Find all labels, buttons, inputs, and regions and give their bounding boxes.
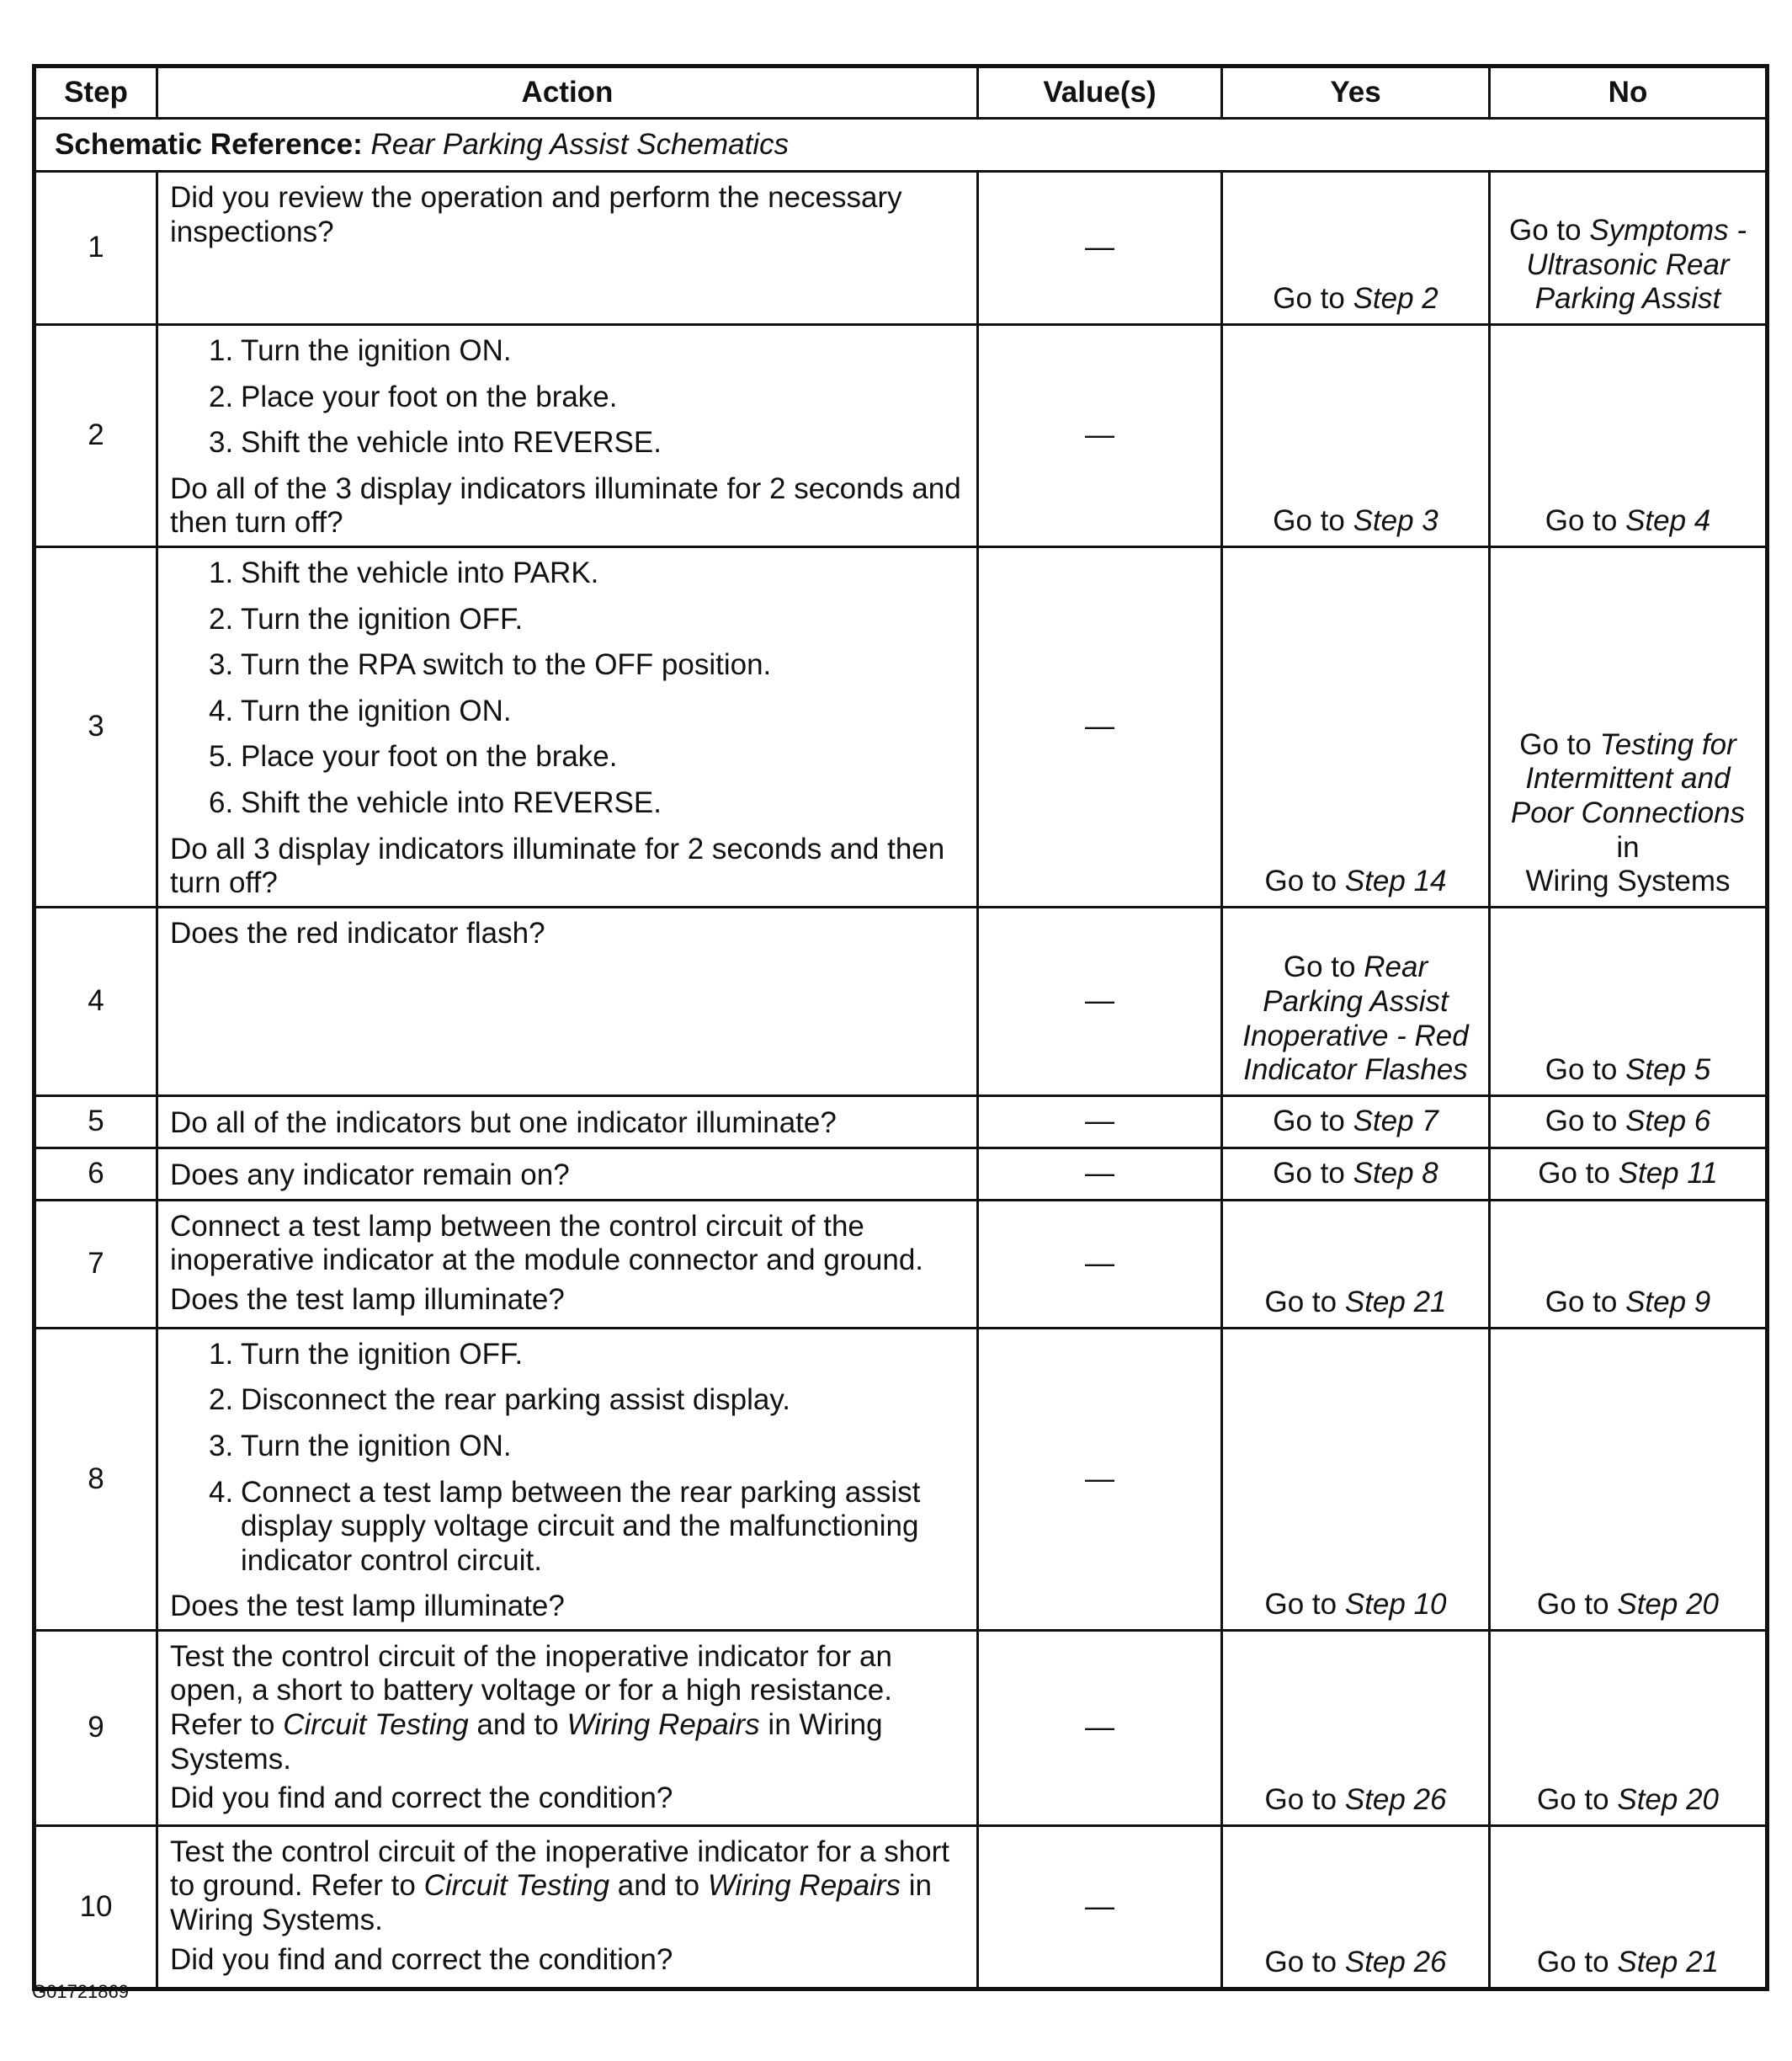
action-instruction: Test the control circuit of the inoperative indicator for an open, a short to battery voltage or for a high resistance. Refer to Circuit Testing and to Wiring Repairs in Wiring Systems.: [170, 1639, 892, 1776]
action-question: Did you find and correct the condition?: [170, 1781, 673, 1815]
step-number: 4: [35, 907, 157, 1095]
yes-link[interactable]: Step 26: [1344, 1946, 1447, 1979]
action-step: 2. Disconnect the rear parking assist display.: [209, 1383, 790, 1417]
yes-link[interactable]: Step 10: [1344, 1588, 1447, 1622]
action-step: 3. Turn the ignition ON.: [209, 1429, 512, 1462]
action-cell: [157, 325, 978, 547]
value-cell: —: [978, 325, 1222, 547]
no-link[interactable]: Step 5: [1625, 1053, 1711, 1087]
value-cell: —: [978, 1200, 1222, 1328]
table-row: [35, 1200, 1768, 1328]
no-cell: Go to Testing for Intermittent and Poor Connections in Wiring Systems: [1490, 546, 1768, 907]
header-step: Step: [35, 67, 157, 119]
action-steps: [170, 557, 965, 821]
action-step: 1. Shift the vehicle into PARK.: [209, 556, 599, 589]
no-link[interactable]: Step 21: [1617, 1946, 1719, 1979]
table-row: [35, 172, 1768, 325]
no-cell: Go to Step 6: [1490, 1095, 1768, 1148]
yes-cell: Go to Step 7: [1222, 1095, 1490, 1148]
step-number: 3: [35, 546, 157, 907]
action-steps: [170, 1338, 965, 1579]
step-number: 9: [35, 1630, 157, 1825]
action-instruction: Test the control circuit of the inoperative indicator for a short to ground. Refer to Circuit Testing and to Wiring Repairs in Wiring Systems.: [170, 1835, 950, 1937]
step-number: 1: [35, 172, 157, 325]
action-cell: [157, 1328, 978, 1630]
action-question: Does the test lamp illuminate?: [170, 1282, 565, 1316]
action-cell: [157, 1095, 978, 1148]
table-row: [35, 1630, 1768, 1825]
value-cell: —: [978, 546, 1222, 907]
action-step: 6. Shift the vehicle into REVERSE.: [209, 786, 662, 819]
no-cell: Go to Step 20: [1490, 1630, 1768, 1825]
header-values: Value(s): [978, 67, 1222, 119]
header-yes: Yes: [1222, 67, 1490, 119]
yes-cell: Go to Step 21: [1222, 1200, 1490, 1328]
action-question: Does the red indicator flash?: [170, 916, 545, 950]
yes-link[interactable]: Step 7: [1353, 1104, 1438, 1137]
yes-link[interactable]: Step 14: [1344, 865, 1447, 898]
yes-link[interactable]: Step 3: [1353, 504, 1438, 538]
value-cell: —: [978, 907, 1222, 1095]
schematic-link[interactable]: Rear Parking Assist Schematics: [370, 127, 790, 161]
schematic-reference-row: [35, 119, 1768, 172]
no-link[interactable]: Symptoms - Ultrasonic Rear Parking Assist: [1526, 214, 1747, 316]
no-cell: Go to Step 9: [1490, 1200, 1768, 1328]
step-number: 8: [35, 1328, 157, 1630]
value-cell: —: [978, 1328, 1222, 1630]
action-step: 3. Shift the vehicle into REVERSE.: [209, 426, 662, 460]
no-cell: Go to Step 11: [1490, 1148, 1768, 1200]
action-cell: [157, 172, 978, 325]
table-row: [35, 546, 1768, 907]
action-step: 1. Turn the ignition OFF.: [209, 1337, 524, 1371]
action-question: Do all of the indicators but one indicator illuminate?: [170, 1105, 837, 1139]
no-link[interactable]: Testing for Intermittent and Poor Connections: [1510, 727, 1746, 829]
figure-id: G01721869: [32, 1981, 129, 2002]
action-step: 5. Place your foot on the brake.: [209, 740, 618, 774]
value-cell: —: [978, 1825, 1222, 1989]
table-row: [35, 325, 1768, 547]
yes-cell: Go to Step 14: [1222, 546, 1490, 907]
yes-cell: Go to Step 26: [1222, 1825, 1490, 1989]
table-row: [35, 1825, 1768, 1989]
action-step: 1. Turn the ignition ON.: [209, 334, 512, 367]
value-cell: —: [978, 1630, 1222, 1825]
wiring-repairs-link[interactable]: Wiring Repairs: [566, 1708, 760, 1742]
yes-link[interactable]: Step 26: [1344, 1783, 1447, 1817]
step-number: 10: [35, 1825, 157, 1989]
action-cell: [157, 907, 978, 1095]
yes-cell: Go to Step 3: [1222, 325, 1490, 547]
no-cell: Go to Step 21: [1490, 1825, 1768, 1989]
no-link[interactable]: Step 6: [1625, 1104, 1711, 1137]
no-cell: Go to Step 20: [1490, 1328, 1768, 1630]
value-cell: —: [978, 172, 1222, 325]
action-question: Did you find and correct the condition?: [170, 1942, 673, 1976]
action-step: 4. Turn the ignition ON.: [209, 694, 512, 727]
circuit-testing-link[interactable]: Circuit Testing: [283, 1708, 469, 1742]
no-link[interactable]: Step 20: [1617, 1588, 1719, 1622]
wiring-repairs-link[interactable]: Wiring Repairs: [707, 1869, 901, 1903]
step-number: 2: [35, 325, 157, 547]
yes-link[interactable]: Step 8: [1353, 1156, 1438, 1190]
action-cell: [157, 1148, 978, 1200]
yes-cell: Go to Step 8: [1222, 1148, 1490, 1200]
action-step: 2. Turn the ignition OFF.: [209, 602, 524, 636]
no-link[interactable]: Step 20: [1617, 1783, 1719, 1817]
no-link[interactable]: Step 4: [1625, 504, 1711, 538]
action-cell: [157, 1200, 978, 1328]
action-cell: [157, 1825, 978, 1989]
header-row: [35, 67, 1768, 119]
table-row: [35, 1328, 1768, 1630]
value-cell: —: [978, 1148, 1222, 1200]
header-no: No: [1490, 67, 1768, 119]
schematic-label: Schematic Reference:: [55, 127, 363, 161]
action-step: 4. Connect a test lamp between the rear parking assist display supply voltage circuit and the malfunctioning indicator control circuit.: [209, 1475, 921, 1577]
yes-link[interactable]: Step 2: [1353, 282, 1438, 316]
yes-cell: Go to Step 26: [1222, 1630, 1490, 1825]
action-question: Do all of the 3 display indicators illuminate for 2 seconds and then turn off?: [170, 471, 961, 540]
action-step: 3. Turn the RPA switch to the OFF position.: [209, 648, 772, 682]
action-question: Did you review the operation and perform the necessary inspections?: [170, 181, 902, 248]
no-cell: Go to Step 4: [1490, 325, 1768, 547]
table-row: [35, 1095, 1768, 1148]
step-number: 6: [35, 1148, 157, 1200]
no-cell: Go to Symptoms - Ultrasonic Rear Parking Assist: [1490, 172, 1768, 325]
action-cell: [157, 546, 978, 907]
no-link[interactable]: Step 11: [1618, 1156, 1718, 1190]
step-number: 7: [35, 1200, 157, 1328]
yes-link[interactable]: Rear Parking Assist Inoperative - Red Indicator Flashes: [1242, 951, 1469, 1087]
action-question: Does any indicator remain on?: [170, 1158, 570, 1191]
action-question: Does the test lamp illuminate?: [170, 1590, 565, 1623]
action-cell: [157, 1630, 978, 1825]
yes-cell: Go to Rear Parking Assist Inoperative - Red Indicator Flashes: [1222, 907, 1490, 1095]
table-row: [35, 907, 1768, 1095]
step-number: 5: [35, 1095, 157, 1148]
action-step: 2. Place your foot on the brake.: [209, 380, 618, 413]
action-steps: [170, 334, 965, 461]
no-cell: Go to Step 5: [1490, 907, 1768, 1095]
action-instruction: Connect a test lamp between the control circuit of the inoperative indicator at the module connector and ground.: [170, 1209, 924, 1277]
yes-cell: Go to Step 10: [1222, 1328, 1490, 1630]
no-link[interactable]: Step 9: [1625, 1286, 1711, 1319]
yes-link[interactable]: Step 21: [1344, 1286, 1447, 1319]
header-action: Action: [157, 67, 978, 119]
table-row: [35, 1148, 1768, 1200]
value-cell: —: [978, 1095, 1222, 1148]
circuit-testing-link[interactable]: Circuit Testing: [423, 1869, 610, 1903]
yes-cell: Go to Step 2: [1222, 172, 1490, 325]
diagnostic-table: [32, 64, 1769, 1991]
action-question: Do all 3 display indicators illuminate for 2 seconds and then turn off?: [170, 832, 945, 900]
